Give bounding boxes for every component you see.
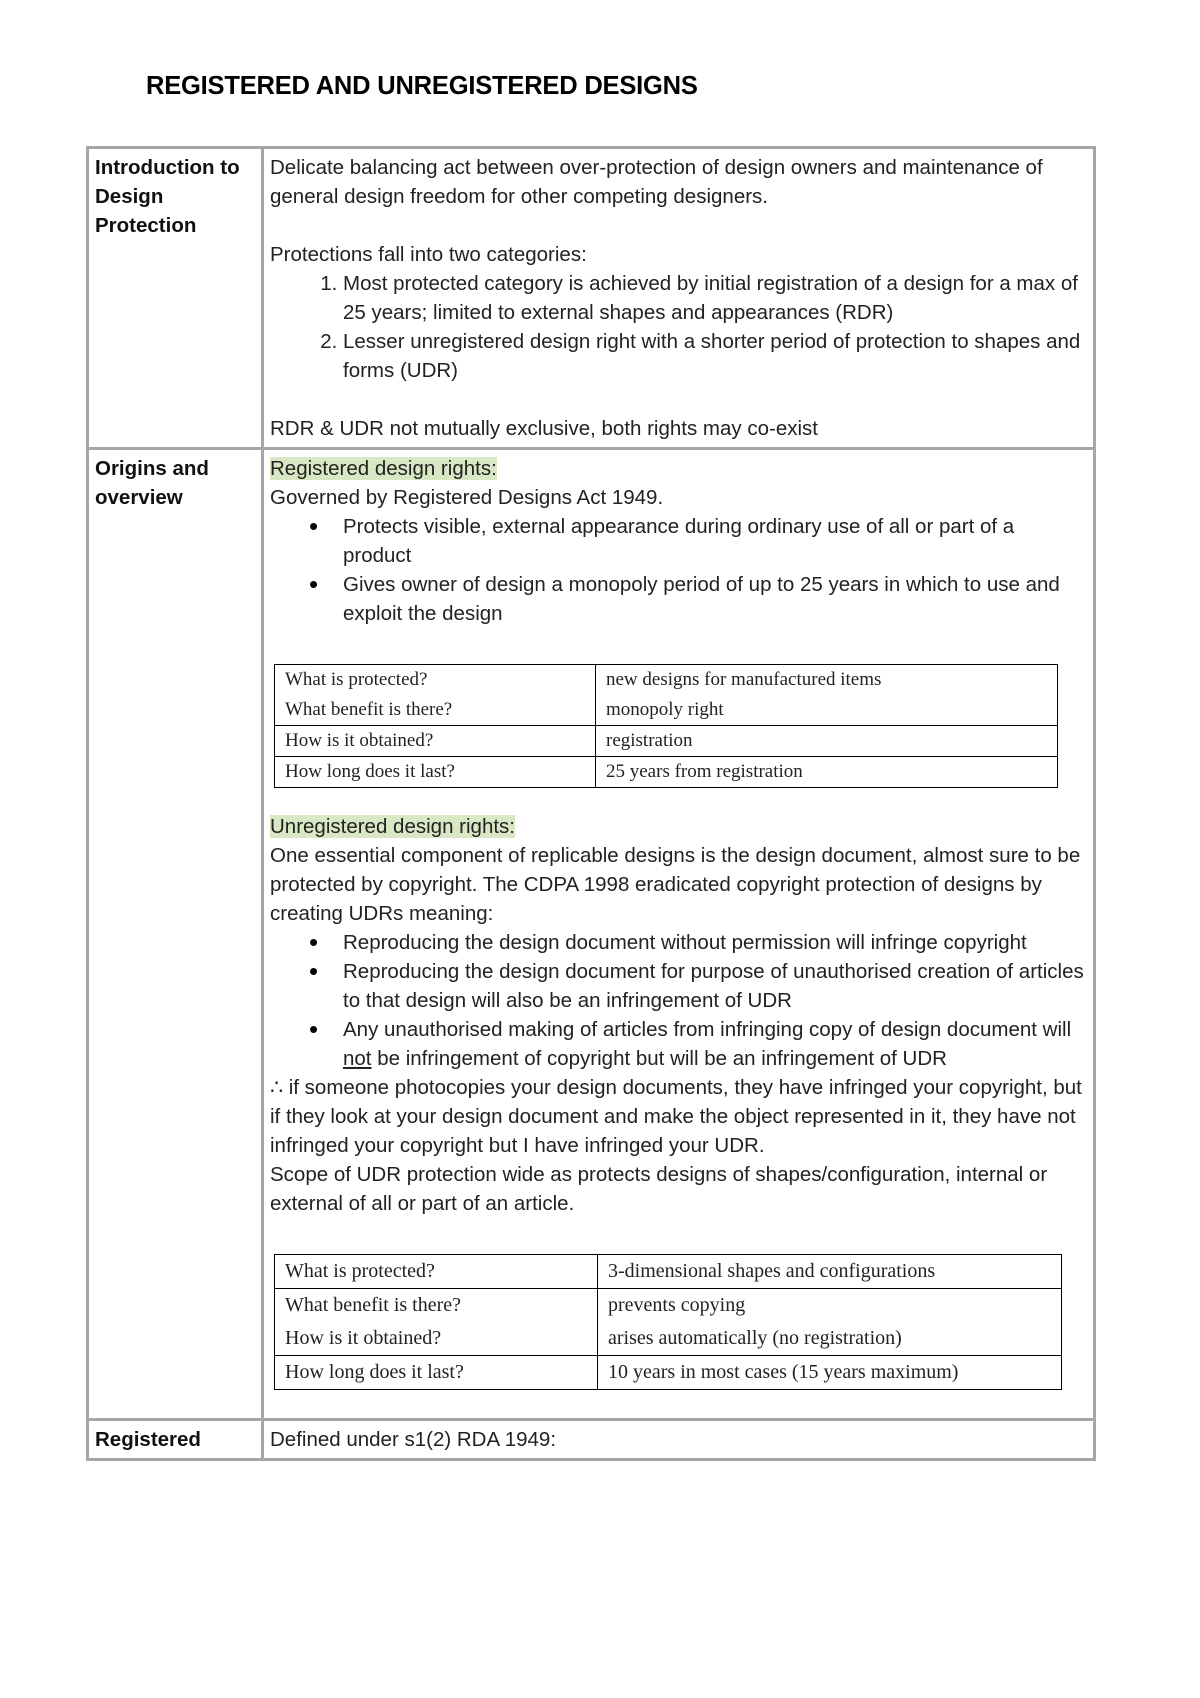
list-item: 1. Most protected category is achieved by initial registration of a design for a max of 25 years; limited to external shapes and appearances (RDR) <box>343 269 1087 327</box>
table-row <box>88 148 1095 449</box>
table-row <box>275 726 1058 757</box>
table-cell: 10 years in most cases (15 years maximum) <box>598 1356 1062 1390</box>
unregistered-heading: Unregistered design rights: <box>270 815 515 838</box>
table-row <box>88 1420 1095 1460</box>
table-row <box>275 1289 1062 1356</box>
registered-bullets <box>270 512 1087 628</box>
table-cell: How long does it last? <box>275 757 596 788</box>
list-item: • Gives owner of design a monopoly period of up to 25 years in which to use and exploit the design <box>343 570 1087 628</box>
table-row <box>275 665 1058 726</box>
list-item: • Reproducing the design document without permission will infringe copyright <box>343 928 1087 957</box>
unregistered-bullets <box>270 928 1087 1073</box>
registered-heading: Registered design rights: <box>270 457 497 480</box>
table-cell: What is protected? <box>275 1255 598 1289</box>
table-row <box>275 1356 1062 1390</box>
list-item: 2. Lesser unregistered design right with a shorter period of protection to shapes and forms (UDR) <box>343 327 1087 385</box>
therefore-text: ∴ if someone photocopies your design documents, they have infringed your copyright, but if they look at your design document and make the object represented in it, they have not infringed your copyright but I have infringed your UDR. <box>270 1076 1082 1157</box>
row-content <box>263 148 1095 449</box>
scope-text: Scope of UDR protection wide as protects designs of shapes/configuration, internal or external of all or part of an article. <box>270 1163 1048 1215</box>
table-cell: new designs for manufactured items monopoly right <box>596 665 1058 726</box>
row-label: Introduction to Design Protection <box>88 148 263 449</box>
table-cell: 25 years from registration <box>596 757 1058 788</box>
unregistered-summary-table <box>274 1254 1062 1390</box>
registered-summary-table <box>274 664 1058 788</box>
row-label: Registered <box>88 1420 263 1460</box>
coexist-note: RDR & UDR not mutually exclusive, both rights may co-exist <box>270 417 818 440</box>
document-title: REGISTERED AND UNREGISTERED DESIGNS <box>146 72 698 100</box>
categories-list <box>270 269 1087 385</box>
row-content: Defined under s1(2) RDA 1949: <box>263 1420 1095 1460</box>
intro-text: Delicate balancing act between over-protection of design owners and maintenance of general design freedom for other competing designers. <box>270 156 1043 208</box>
row-label: Origins and overview <box>88 449 263 1420</box>
table-cell: prevents copying arises automatically (no registration) <box>598 1289 1062 1356</box>
table-cell: What benefit is there? How is it obtained? <box>275 1289 598 1356</box>
table-cell: registration <box>596 726 1058 757</box>
row-content <box>263 449 1095 1420</box>
list-item: • Reproducing the design document for purpose of unauthorised creation of articles to that design will also be an infringement of UDR <box>343 957 1087 1015</box>
table-cell: How is it obtained? <box>275 726 596 757</box>
table-cell: What is protected? What benefit is there? <box>275 665 596 726</box>
table-cell: How long does it last? <box>275 1356 598 1390</box>
list-item: • Protects visible, external appearance during ordinary use of all or part of a product <box>343 512 1087 570</box>
table-row <box>275 757 1058 788</box>
not-emphasis: not <box>343 1047 372 1070</box>
governed-text: Governed by Registered Designs Act 1949. <box>270 486 664 509</box>
table-row <box>275 1255 1062 1289</box>
notes-table <box>86 146 1096 1461</box>
unregistered-intro: One essential component of replicable designs is the design document, almost sure to be protected by copyright. The CDPA 1998 eradicated copyright protection of designs by creating UDRs meaning: <box>270 844 1081 925</box>
categories-heading: Protections fall into two categories: <box>270 243 587 266</box>
table-row <box>88 449 1095 1420</box>
list-item: • Any unauthorised making of articles from infringing copy of design document will not be infringement of copyright but will be an infringement of UDR <box>343 1015 1087 1073</box>
table-cell: 3-dimensional shapes and configurations <box>598 1255 1062 1289</box>
